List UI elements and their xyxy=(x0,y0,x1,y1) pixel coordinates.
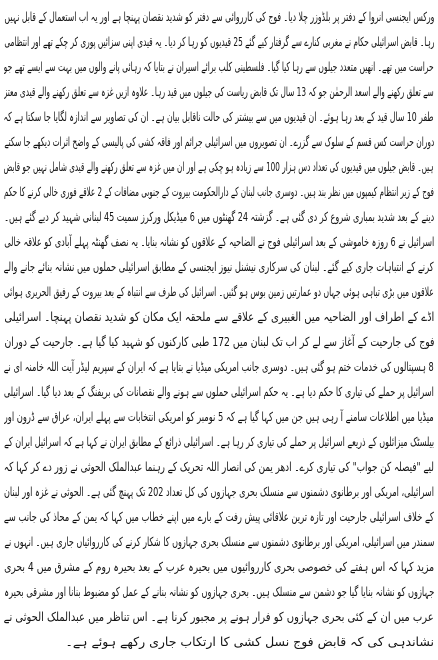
article-line-text: نشاندہی کی کہ قابض فوج نسل کشی کا ارتکاب جاری رکھے ہوئے ہے۔ xyxy=(65,634,434,649)
article-line-text: رہا۔ قابض اسرائیلی حکام نے مغربی کنارے سے گرفتار کیے گئے 25 قیدیوں کو رہا کر دیا۔ یہ قیدی اپنی سزائیں پوری کر چکے تھے اور انتظامی xyxy=(4,34,434,49)
article-line xyxy=(4,129,434,154)
article-line xyxy=(4,379,434,404)
article-line xyxy=(4,4,434,29)
article-line xyxy=(4,529,434,554)
article-line-text: اسرائیل پر حملے کی تیاری کا حکم دیا ہے۔ یہ حکم اسرائیلی حملوں سے ہونے والے نقصانات کی بریفنگ کے بعد دیا گیا۔ اسرائیلی xyxy=(4,384,434,399)
article-line xyxy=(4,554,434,579)
article-line-text: فوج کے زیر انتظام کیمپوں میں نظر بند ہیں۔ دوسری جانب لبنان کے دارالحکومت بیروت کے جنوبی مضافات کے 2 علاقے فوری خالی کرنے کا حکم xyxy=(4,184,434,199)
article-column xyxy=(4,0,434,660)
article-line-text: علاقوں میں بڑی تباہی ہوئی جہاں دو عمارتیں زمین بوس ہو گئیں۔ اسرائیل کی طرف سے انتباہ کے بعد بیروت کے رفیق الحریری ہوائی xyxy=(4,284,434,299)
article-line-text: عرب میں ان کے کئی بحری جہازوں کو فرار ہونے پر مجبور کرنا ہے۔ اس تناظر میں عبدالملک الحوثی نے xyxy=(4,609,434,624)
article-line-text: طفر 10 سال قید کے بعد رہا ہوئے۔ ان قیدیوں میں سے بیشتر کی حالت ناقابل بیان ہے۔ ان کی تصاویر سے اندازہ لگایا جا سکتا ہے کہ xyxy=(4,109,434,124)
article-line xyxy=(4,29,434,54)
article-line-text: ورکس ایجنسی انروا کے دفتر پر بلڈوزر چلا دیا۔ فوج کی کارروائی سے دفتر کو شدید نقصان پہنچا ہے اور یہ اب استعمال کے قابل نہیں xyxy=(4,9,434,24)
article-line-text: لیے "فیصلہ کن جواب" کی تیاری کرے۔ ادھر یمن کی انصار اللہ تحریک کے رہنما عبدالملک الحوثی نے زور دے کر کہا کہ xyxy=(4,459,434,474)
article-line-text: اسرائیل نے 6 روزہ خاموشی کے بعد اسرائیلی فوج نے الضاحیہ کے علاقوں کو نشانہ بنایا۔ یہ نصف گھنٹہ پہلے آبادی کو علاقہ خالی xyxy=(4,234,434,249)
article-line xyxy=(4,54,434,79)
article-line xyxy=(4,479,434,504)
article-line-text: اسرائیلی، امریکی اور برطانوی دشمنوں سے منسلک بحری جہازوں کی کل تعداد 202 تک پہنچ گئی ہے۔ الحوثی نے غزہ اور لبنان xyxy=(4,484,434,499)
article-line xyxy=(4,204,434,229)
article-line-text: فوج کی جارحیت کے آغاز سے لے کر اب تک لبنان میں 172 طبی کارکنوں کو شہید کیا گیا ہے۔ جارحیت کے دوران xyxy=(4,334,434,349)
article-line-text: 8 ہسپتالوں کی خدمات ختم ہو گئی ہیں۔ دوسری جانب امریکی میڈیا نے بتایا ہے کہ ایران کے سپریم لیڈر آیت اللہ خامنہ ای نے xyxy=(4,359,434,374)
article-line-text: کے خلاف اسرائیلی جارحیت اور تازہ ترین علاقائی پیش رفت کے بارے میں اپنے خطاب میں کہا کہ یمن کے محاذ کی جانب سے xyxy=(4,509,434,524)
article-line xyxy=(4,429,434,454)
article-line xyxy=(4,254,434,279)
article-line xyxy=(4,304,434,329)
article-line-text: سے تعلق رکھنے والے اسعد الرحمٰن جو کہ 13 سال تک قابض ریاست کی جیلوں میں قید رہا۔ علاوہ ازیں غزہ سے تعلق رکھنے والے قیدی معتز xyxy=(4,84,434,99)
article-line xyxy=(4,579,434,604)
article-line xyxy=(4,329,434,354)
article-line-text: سمندر میں اسرائیلی، امریکی اور برطانوی دشمنوں سے منسلک بحری جہازوں کا شکار کرنے کی کارروائیاں جاری ہیں۔ انہوں نے xyxy=(4,534,434,549)
article-line xyxy=(4,604,434,629)
article-line-text: بیلسٹک میزائلوں کے ذریعے اسرائیل پر حملے کی تیاری کر رہا ہے۔ اسرائیلی ذرائع کے مطابق ایران نے کہا ہے کہ اسرائیل ایران کے xyxy=(4,434,434,449)
article-line xyxy=(4,354,434,379)
article-line xyxy=(4,404,434,429)
article-line-text: میڈیا میں اطلاعات سامنے آ رہی ہیں جن میں کہا گیا ہے کہ 5 نومبر کو امریکی انتخابات سے پہلے ایران، عراق سے ڈرون اور xyxy=(4,409,434,424)
article-line xyxy=(4,179,434,204)
article-line xyxy=(4,79,434,104)
article-line-text: اڈے کے اطراف اور الضاحیہ میں الغبیری کے علاقے سے ملحقہ ایک مکان کو شدید نقصان پہنچا۔ اسرائیلی xyxy=(4,309,434,324)
article-line xyxy=(4,229,434,254)
article-line-text: کرنے کے انتباہات جاری کیے گئے۔ لبنان کی سرکاری نیشنل نیوز ایجنسی کے مطابق اسرائیلی حملوں میں نشانہ بنائے جانے والے xyxy=(4,259,434,274)
article-line-text: جہازوں کو نشانہ بنایا گیا جو دشمن سے منسلک ہیں۔ بحری جہازوں کو نشانہ بنانے کے عمل کو مضبوط بنانا اور مشرقی بحیرہ xyxy=(4,584,434,599)
article-line-text: دوران حراست کس قسم کے سلوک سے گزرے۔ ان تصویروں میں اسرائیلی جرائم اور فاقہ کشی کی پالیسی کے واضح اثرات دیکھے جا سکتے xyxy=(4,134,434,149)
article-line xyxy=(4,629,434,654)
article-line-text: ہیں۔ قابض جیلوں میں قیدیوں کی تعداد دس ہزار 100 سے زیادہ ہو چکی ہے اور ان میں غزہ سے تعلق رکھنے والے قیدی شامل نہیں جو قابض xyxy=(4,159,434,174)
article-line xyxy=(4,104,434,129)
article-line xyxy=(4,279,434,304)
article-line xyxy=(4,154,434,179)
article-line-text: دینے کے بعد شدید بمباری شروع کر دی گئی ہے۔ گزشتہ 24 گھنٹوں میں 6 میڈیکل ورکرز سمیت 45 لبنانی شہید کر دیے گئے ہیں۔ xyxy=(4,209,434,224)
article-line xyxy=(4,454,434,479)
article-line-text: حراست میں تھے۔ انھیں متعدد جیلوں سے رہا کیا گیا۔ فلسطینی کلب برائے اسیران نے بتایا کہ رہائی پانے والوں میں بہت سے ایسے تھے جو xyxy=(4,59,434,74)
article-line xyxy=(4,504,434,529)
article-line-text: مزید کہا کہ اس ہفتے کی خصوصی بحری کارروائیوں میں بحیرہ عرب کے بعد بحیرہ روم کے مشرق میں 4 بحری xyxy=(4,559,434,574)
